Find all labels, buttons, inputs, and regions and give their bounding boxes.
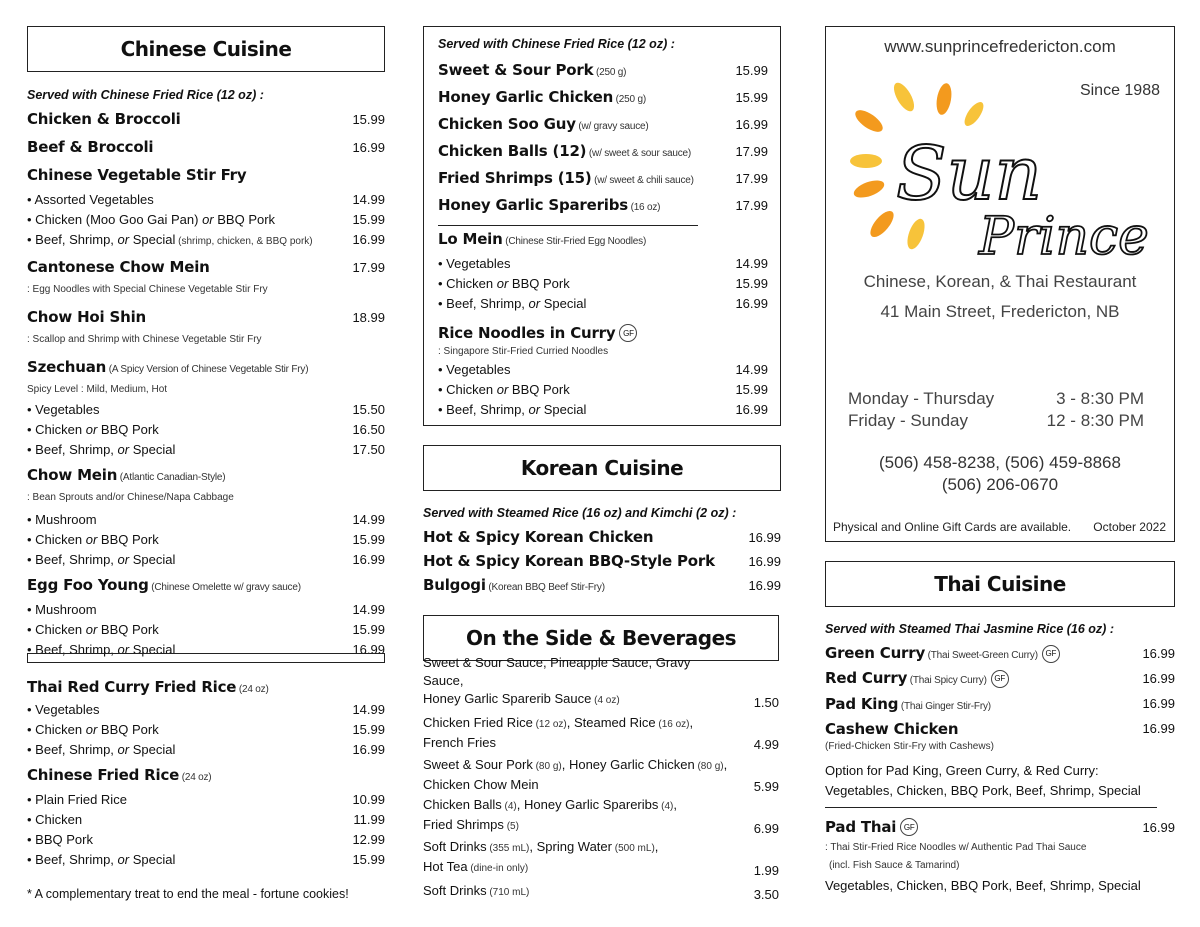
sub-price: 14.99 xyxy=(735,256,768,271)
sub-price: 16.99 xyxy=(735,296,768,311)
menu-date: October 2022 xyxy=(1093,520,1166,534)
sub-item xyxy=(27,702,385,722)
dish-description: : Scallop and Shrimp with Chinese Vegetable Stir Fry xyxy=(27,334,262,345)
sub-item xyxy=(27,742,385,762)
menu-item xyxy=(825,812,1175,842)
dish-price: 17.99 xyxy=(735,171,768,186)
sub-label: • Chicken or BBQ Pork xyxy=(438,276,570,291)
side-item xyxy=(423,797,779,836)
side-item xyxy=(423,839,779,878)
menu-item xyxy=(27,358,385,384)
dish-price: 16.99 xyxy=(1142,696,1175,711)
menu-item xyxy=(438,196,768,223)
sub-price: 16.99 xyxy=(735,402,768,417)
dish-name: Chicken Soo Guy (w/ gravy sauce) xyxy=(438,115,649,133)
dish-name: Chow Hoi Shin xyxy=(27,308,146,326)
sub-label: • Beef, Shrimp, or Special xyxy=(27,852,176,867)
dish-name: Beef & Broccoli xyxy=(27,138,154,156)
sub-label: • Beef, Shrimp, or Special xyxy=(438,402,587,417)
dish-name: Chicken Balls (12) (w/ sweet & sour sauce) xyxy=(438,142,692,160)
sub-item xyxy=(27,622,385,642)
dish-description: : Thai Stir-Fried Rice Noodles w/ Authentic Pad Thai Sauce xyxy=(825,842,1087,853)
sub-label: • Assorted Vegetables xyxy=(27,192,154,207)
sub-price: 14.99 xyxy=(352,702,385,717)
sub-price: 15.99 xyxy=(352,212,385,227)
menu-item xyxy=(27,110,385,138)
sub-item xyxy=(27,832,385,852)
sub-item xyxy=(27,192,385,212)
dish-price: 17.99 xyxy=(735,144,768,159)
sub-price: 16.50 xyxy=(352,422,385,437)
dish-name: Pad King (Thai Ginger Stir-Fry) xyxy=(825,694,991,713)
gluten-free-icon: GF xyxy=(991,670,1009,688)
side-item xyxy=(423,716,779,752)
side-name: Soft Drinks (355 mL), Spring Water (500 mL), Hot Tea (dine-in only) xyxy=(423,839,659,874)
dish-name: Sweet & Sour Pork (250 g) xyxy=(438,61,627,79)
dish-description: (incl. Fish Sauce & Tamarind) xyxy=(829,860,960,871)
dish-name: Chinese Vegetable Stir Fry xyxy=(27,166,247,184)
sub-price: 14.99 xyxy=(735,362,768,377)
logo-prince-text: Prince xyxy=(979,207,1149,267)
sub-item xyxy=(438,402,768,422)
dish-name: Lo Mein (Chinese Stir-Fried Egg Noodles) xyxy=(438,230,647,248)
menu-item xyxy=(423,576,781,600)
side-name: Sweet & Sour Pork (80 g), Honey Garlic Chicken (80 g), Chicken Chow Mein xyxy=(423,757,728,792)
sub-item xyxy=(27,722,385,742)
korean-cuisine-header: Korean Cuisine xyxy=(423,445,781,491)
dish-description: : Egg Noodles with Special Chinese Vegetable Stir Fry xyxy=(27,284,268,295)
menu-item xyxy=(27,466,385,492)
dish-name: Chow Mein (Atlantic Canadian-Style) xyxy=(27,466,226,484)
dish-price: 16.99 xyxy=(748,530,781,545)
sub-label: • Beef, Shrimp, or Special xyxy=(438,296,587,311)
dish-price: 15.99 xyxy=(735,63,768,78)
sub-label: • Chicken or BBQ Pork xyxy=(27,532,159,547)
side-price: 1.50 xyxy=(753,695,779,710)
dish-price: 16.99 xyxy=(748,578,781,593)
menu-item xyxy=(423,552,781,576)
sub-price: 14.99 xyxy=(352,602,385,617)
dish-name: Hot & Spicy Korean BBQ-Style Pork xyxy=(423,552,715,570)
sub-price: 15.99 xyxy=(352,852,385,867)
dish-description: : Singapore Stir-Fried Curried Noodles xyxy=(438,346,609,357)
menu-item xyxy=(825,716,1175,741)
side-price: 3.50 xyxy=(753,887,779,902)
sub-label: • Beef, Shrimp, or Special (shrimp, chicken, & BBQ pork) xyxy=(27,232,313,247)
sub-item xyxy=(438,296,768,316)
sub-price: 16.99 xyxy=(352,232,385,247)
address: 41 Main Street, Fredericton, NB xyxy=(880,302,1120,321)
menu-item xyxy=(825,666,1175,691)
logo-sun-text: Sun xyxy=(896,131,1043,217)
sub-item xyxy=(27,402,385,422)
phone-line-2: (506) 206-0670 xyxy=(941,475,1059,494)
sub-item xyxy=(27,602,385,622)
sub-label: • Chicken xyxy=(27,812,83,827)
thai-cuisine-header: Thai Cuisine xyxy=(825,561,1175,607)
since-year: Since 1988 xyxy=(1079,82,1160,99)
dish-name: Chinese Fried Rice (24 oz) xyxy=(27,766,212,784)
spicy-level: Spicy Level : Mild, Medium, Hot xyxy=(27,384,168,395)
sub-item xyxy=(438,362,768,382)
sub-item xyxy=(27,422,385,442)
side-price: 1.99 xyxy=(753,863,779,878)
sub-price: 10.99 xyxy=(352,792,385,807)
dish-price: 15.99 xyxy=(735,90,768,105)
separator-line xyxy=(825,807,1157,808)
side-item xyxy=(423,758,779,794)
sub-price: 17.50 xyxy=(352,442,385,457)
dish-price: 17.99 xyxy=(735,198,768,213)
option-note: Option for Pad King, Green Curry, & Red Curry: xyxy=(825,763,1099,778)
dish-price: 16.99 xyxy=(1142,646,1175,661)
menu-item xyxy=(438,169,768,196)
menu-item xyxy=(27,766,385,792)
footnote: * A complementary treat to end the meal - fortune cookies! xyxy=(27,887,349,901)
dish-name: Rice Noodles in Curry GF xyxy=(438,324,768,343)
dish-name: Honey Garlic Spareribs (16 oz) xyxy=(438,196,661,214)
sub-price: 16.99 xyxy=(352,642,385,657)
side-price: 6.99 xyxy=(753,821,779,836)
dish-name: Cantonese Chow Mein xyxy=(27,258,210,276)
sub-item xyxy=(27,212,385,232)
sub-label: • Mushroom xyxy=(27,512,97,527)
business-hours xyxy=(848,389,1144,433)
gift-cards-note: Physical and Online Gift Cards are available. xyxy=(833,520,1072,534)
sub-label: • Mushroom xyxy=(27,602,97,617)
sub-price: 15.99 xyxy=(352,532,385,547)
sub-label: • Chicken or BBQ Pork xyxy=(27,622,159,637)
dish-name: Red Curry (Thai Spicy Curry) GF xyxy=(825,669,1125,688)
menu-item xyxy=(438,142,768,169)
menu-item xyxy=(27,308,385,334)
menu-item xyxy=(825,691,1175,716)
separator-line xyxy=(438,225,698,226)
menu-item xyxy=(438,230,768,256)
sub-label: • Chicken or BBQ Pork xyxy=(27,422,159,437)
side-price: 4.99 xyxy=(753,737,779,752)
gluten-free-icon: GF xyxy=(619,324,637,342)
phone-line-1: (506) 458-8238, (506) 459-8868 xyxy=(879,453,1121,472)
side-item xyxy=(423,884,779,902)
dish-name: Egg Foo Young (Chinese Omelette w/ gravy sauce) xyxy=(27,576,301,594)
menu-item xyxy=(27,138,385,166)
sub-item xyxy=(27,812,385,832)
dish-name: Szechuan (A Spicy Version of Chinese Vegetable Stir Fry) xyxy=(27,358,309,376)
divider-bar xyxy=(27,653,385,663)
hours-row: Friday - Sunday 12 - 8:30 PM xyxy=(848,411,1144,430)
phone-numbers xyxy=(826,453,1174,495)
menu-item xyxy=(825,641,1175,666)
dish-name: Fried Shrimps (15) (w/ sweet & chili sauce) xyxy=(438,169,694,187)
korean-menu-list xyxy=(423,528,781,600)
sub-price: 16.99 xyxy=(352,742,385,757)
menu-item xyxy=(438,88,768,115)
sub-label: • Plain Fried Rice xyxy=(27,792,127,807)
sub-label: • Beef, Shrimp, or Special xyxy=(27,642,176,657)
option-list: Vegetables, Chicken, BBQ Pork, Beef, Shrimp, Special xyxy=(825,783,1141,798)
menu-item xyxy=(27,576,385,602)
option-list: Vegetables, Chicken, BBQ Pork, Beef, Shrimp, Special xyxy=(825,878,1141,893)
sub-item xyxy=(27,232,385,252)
sub-label: • Chicken (Moo Goo Gai Pan) or BBQ Pork xyxy=(27,212,276,227)
dish-name: Hot & Spicy Korean Chicken xyxy=(423,528,654,546)
dish-name: Chicken & Broccoli xyxy=(27,110,181,128)
sub-price: 14.99 xyxy=(352,512,385,527)
side-menu-list xyxy=(423,655,779,902)
side-item xyxy=(423,655,779,710)
dish-price: 16.99 xyxy=(748,554,781,569)
sub-item xyxy=(27,532,385,552)
sub-price: 15.50 xyxy=(352,402,385,417)
chinese-cuisine-header: Chinese Cuisine xyxy=(27,26,385,72)
sub-price: 16.99 xyxy=(352,552,385,567)
restaurant-info-box xyxy=(825,26,1175,542)
dish-price: 17.99 xyxy=(352,260,385,275)
gluten-free-icon: GF xyxy=(900,818,918,836)
hours-row: Monday - Thursday 3 - 8:30 PM xyxy=(848,389,1144,408)
sub-item xyxy=(438,276,768,296)
menu-item xyxy=(438,115,768,142)
side-name: Chicken Balls (4), Honey Garlic Spareribs (4), Fried Shrimps (5) xyxy=(423,797,678,832)
dish-name: Bulgogi (Korean BBQ Beef Stir-Fry) xyxy=(423,576,605,594)
korean-served-note: Served with Steamed Rice (16 oz) and Kimchi (2 oz) : xyxy=(423,506,737,520)
dish-name: Pad Thai GF xyxy=(825,818,1125,837)
dish-name: Cashew Chicken xyxy=(825,719,959,738)
menu-item xyxy=(27,258,385,284)
side-name: Sweet & Sour Sauce, Pineapple Sauce, Gravy Sauce, Honey Garlic Sparerib Sauce (4 oz) xyxy=(423,655,691,706)
sub-price: 14.99 xyxy=(352,192,385,207)
side-price: 5.99 xyxy=(753,779,779,794)
dish-price: 16.99 xyxy=(1142,721,1175,736)
website-url[interactable]: www.sunprincefredericton.com xyxy=(884,37,1116,56)
dish-price: 16.99 xyxy=(1142,819,1175,835)
sub-label: • Vegetables xyxy=(27,402,100,417)
menu-item xyxy=(438,61,768,88)
sub-label: • Chicken or BBQ Pork xyxy=(27,722,159,737)
side-beverages-header: On the Side & Beverages xyxy=(423,615,779,661)
dish-description: (Fried-Chicken Stir-Fry with Cashews) xyxy=(825,741,994,752)
sub-price: 15.99 xyxy=(735,276,768,291)
dish-name: Thai Red Curry Fried Rice (24 oz) xyxy=(27,678,269,696)
sub-price: 15.99 xyxy=(352,622,385,637)
side-name: Soft Drinks (710 mL) xyxy=(423,883,530,898)
dish-price: 16.99 xyxy=(1142,671,1175,686)
dish-price: 15.99 xyxy=(352,112,385,127)
sub-label: • Chicken or BBQ Pork xyxy=(438,382,570,397)
sub-price: 12.99 xyxy=(352,832,385,847)
sub-item xyxy=(27,852,385,872)
chinese-continued-box xyxy=(423,26,781,426)
gluten-free-icon: GF xyxy=(1042,645,1060,663)
dish-price: 18.99 xyxy=(352,310,385,325)
sub-item xyxy=(27,792,385,812)
sun-prince-logo xyxy=(844,79,1164,269)
sub-item xyxy=(438,256,768,276)
side-name: Chicken Fried Rice (12 oz), Steamed Rice (16 oz), French Fries xyxy=(423,715,694,750)
sub-label: • Vegetables xyxy=(438,362,511,377)
chinese-menu-list xyxy=(27,110,385,662)
sub-price: 15.99 xyxy=(352,722,385,737)
dish-name: Green Curry (Thai Sweet-Green Curry) GF xyxy=(825,644,1125,663)
sub-price: 15.99 xyxy=(735,382,768,397)
dish-price: 16.99 xyxy=(735,117,768,132)
dish-name: Honey Garlic Chicken (250 g) xyxy=(438,88,646,106)
sub-label: • Beef, Shrimp, or Special xyxy=(27,552,176,567)
menu-item xyxy=(27,166,385,192)
middle-served-note: Served with Chinese Fried Rice (12 oz) : xyxy=(438,37,675,51)
dish-price: 16.99 xyxy=(352,140,385,155)
sub-price: 11.99 xyxy=(353,812,385,827)
sub-item xyxy=(27,552,385,572)
sub-item xyxy=(27,442,385,462)
thai-menu-list xyxy=(825,641,1175,898)
dish-description: : Bean Sprouts and/or Chinese/Napa Cabbage xyxy=(27,492,234,503)
menu-item xyxy=(27,678,385,702)
sub-label: • Beef, Shrimp, or Special xyxy=(27,742,176,757)
sub-item xyxy=(438,382,768,402)
sub-label: • Beef, Shrimp, or Special xyxy=(27,442,176,457)
sub-label: • BBQ Pork xyxy=(27,832,93,847)
tagline: Chinese, Korean, & Thai Restaurant xyxy=(863,272,1137,291)
menu-item xyxy=(438,320,768,346)
sub-label: • Vegetables xyxy=(27,702,100,717)
thai-served-note: Served with Steamed Thai Jasmine Rice (16 oz) : xyxy=(825,622,1114,636)
sub-item xyxy=(27,512,385,532)
menu-item xyxy=(423,528,781,552)
fried-rice-list xyxy=(27,678,385,872)
sub-label: • Vegetables xyxy=(438,256,511,271)
chinese-served-note: Served with Chinese Fried Rice (12 oz) : xyxy=(27,88,264,102)
